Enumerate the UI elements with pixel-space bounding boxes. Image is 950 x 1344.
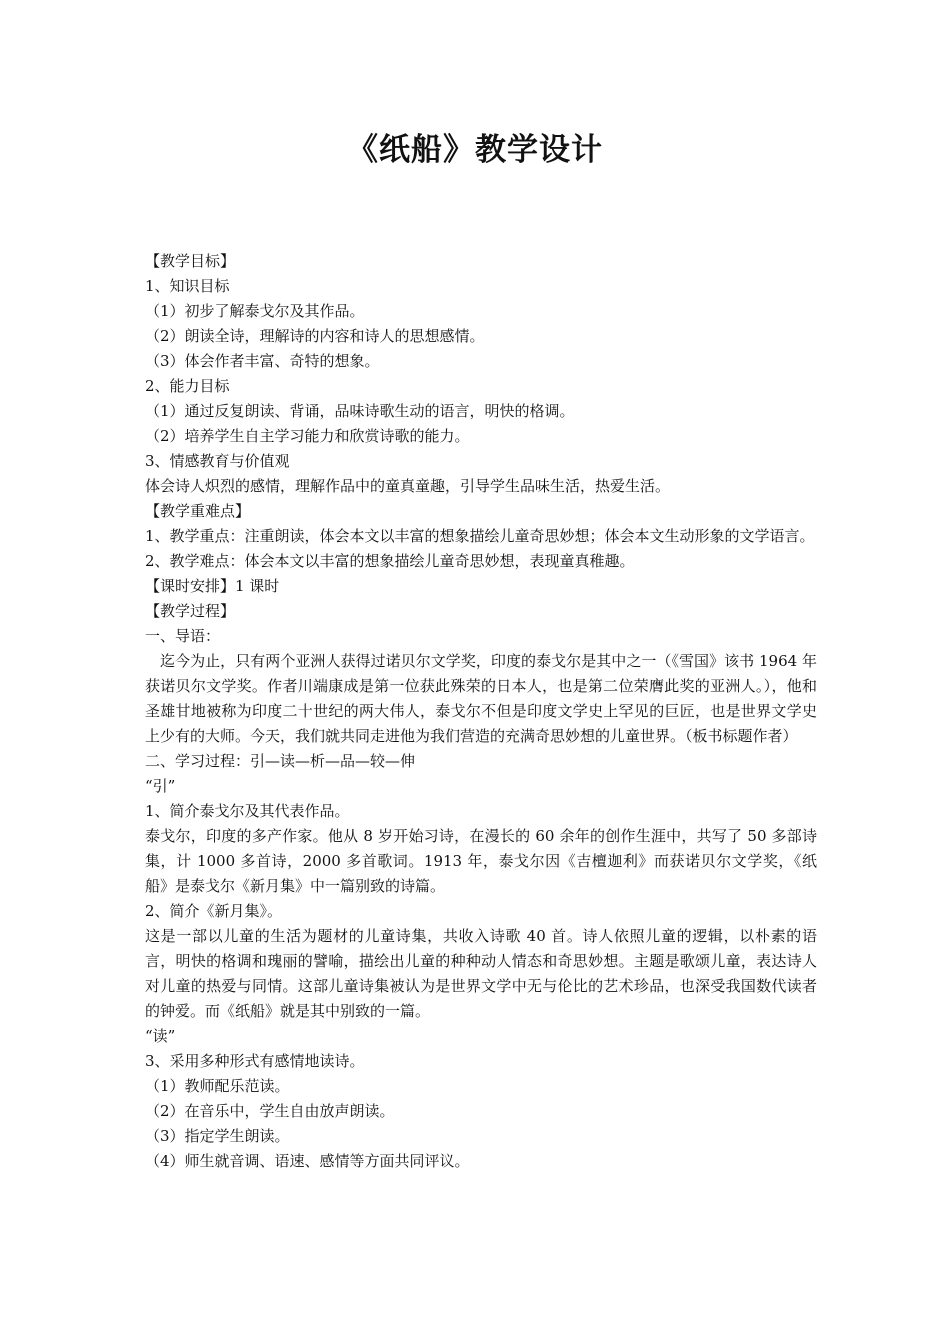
knowledge-goals-heading: 1、知识目标 xyxy=(145,277,230,295)
document-title: 《纸船》教学设计 xyxy=(347,132,603,168)
item3-step: （1）教师配乐范读。 xyxy=(145,1077,290,1095)
ability-goal-item: （2）培养学生自主学习能力和欣赏诗歌的能力。 xyxy=(145,427,470,445)
knowledge-goal-item: （3）体会作者丰富、奇特的想象。 xyxy=(145,352,380,370)
key-point-difficulty: 2、教学难点：体会本文以丰富的想象描绘儿童奇思妙想，表现童真稚趣。 xyxy=(145,552,635,570)
ability-goals-heading: 2、能力目标 xyxy=(145,377,230,395)
key-point-focus: 1、教学重点：注重朗读，体会本文以丰富的想象描绘儿童奇思妙想；体会本文生动形象的文学语言。 xyxy=(145,527,815,545)
schedule-line: 【课时安排】1 课时 xyxy=(145,577,280,595)
teaching-goals-heading: 【教学目标】 xyxy=(145,252,236,270)
item1-paragraph: 泰戈尔，印度的多产作家。他从 8 岁开始习诗，在漫长的 60 余年的创作生涯中，共写了 50 多部诗集，计 1000 多首诗，2000 多首歌词。1913 年，泰戈尔因《吉檀迦利》而获诺贝尔文学奖，《纸船》是泰戈尔《新月集》中一篇别致的诗篇。 xyxy=(145,827,817,895)
study-process-heading: 二、学习过程：引—读—析—品—较—伸 xyxy=(145,752,416,770)
item3-step: （2）在音乐中，学生自由放声朗读。 xyxy=(145,1102,395,1120)
knowledge-goal-item: （1）初步了解泰戈尔及其作品。 xyxy=(145,302,365,320)
item1-heading: 1、简介泰戈尔及其代表作品。 xyxy=(145,802,350,820)
item2-heading: 2、简介《新月集》。 xyxy=(145,902,283,920)
intro-paragraph: 迄今为止，只有两个亚洲人获得过诺贝尔文学奖，印度的泰戈尔是其中之一（《雪国》该书 1964 年获诺贝尔文学奖。作者川端康成是第一位获此殊荣的日本人，也是第二位荣膺此奖的亚洲人。），他和圣雄甘地被称为印度二十世纪的两大伟人，泰戈尔不但是印度文学史上罕见的巨匠，也是世界文学史上少有的大师。今天，我们就共同走进他为我们营造的充满奇思妙想的儿童世界。（板书标题作者） xyxy=(145,652,817,745)
du-label: “读” xyxy=(145,1027,176,1045)
emotion-goals-text: 体会诗人炽烈的感情，理解作品中的童真童趣，引导学生品味生活，热爱生活。 xyxy=(145,477,671,495)
yin-label: “引” xyxy=(145,777,176,795)
key-points-heading: 【教学重难点】 xyxy=(145,502,251,520)
process-heading: 【教学过程】 xyxy=(145,602,236,620)
knowledge-goal-item: （2）朗读全诗，理解诗的内容和诗人的思想感情。 xyxy=(145,327,485,345)
item3-step: （4）师生就音调、语速、感情等方面共同评议。 xyxy=(145,1152,470,1170)
intro-heading: 一、导语： xyxy=(145,627,221,645)
emotion-goals-heading: 3、情感教育与价值观 xyxy=(145,452,290,470)
item3-step: （3）指定学生朗读。 xyxy=(145,1127,290,1145)
item3-heading: 3、采用多种形式有感情地读诗。 xyxy=(145,1052,365,1070)
document-body xyxy=(145,249,817,1174)
ability-goal-item: （1）通过反复朗读、背诵，品味诗歌生动的语言，明快的格调。 xyxy=(145,402,575,420)
item2-paragraph: 这是一部以儿童的生活为题材的儿童诗集，共收入诗歌 40 首。诗人依照儿童的逻辑，以朴素的语言，明快的格调和瑰丽的譬喻，描绘出儿童的种种动人情态和奇思妙想。主题是歌颂儿童，表达诗人对儿童的热爱与同情。这部儿童诗集被认为是世界文学中无与伦比的艺术珍品，也深受我国数代读者的钟爱。而《纸船》就是其中别致的一篇。 xyxy=(145,927,817,1020)
